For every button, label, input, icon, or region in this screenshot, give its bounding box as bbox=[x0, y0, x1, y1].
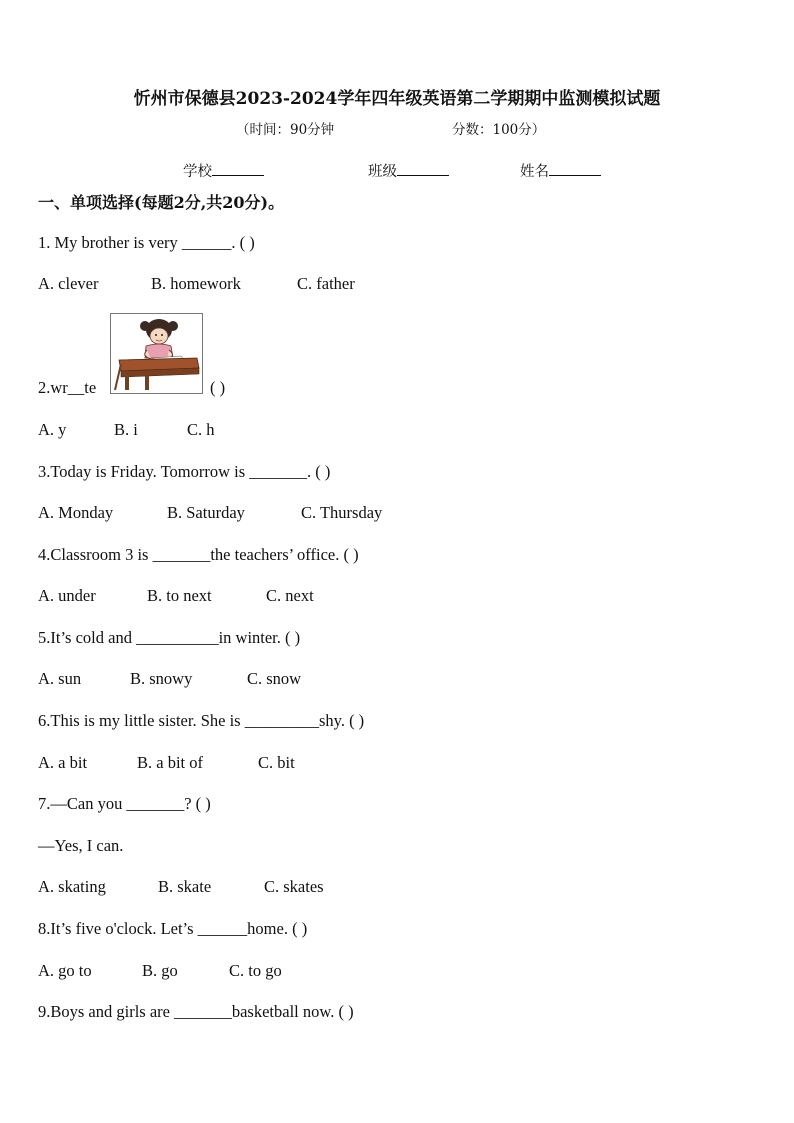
question-3: 3.Today is Friday. Tomorrow is _______. ( ) bbox=[38, 462, 331, 481]
q1-option-b: B. homework bbox=[151, 274, 241, 293]
q2-option-a: A. y bbox=[38, 420, 67, 439]
q5-option-c: C. snow bbox=[247, 669, 302, 688]
q1-option-a: A. clever bbox=[38, 274, 99, 293]
q3-option-b: B. Saturday bbox=[167, 503, 245, 522]
q7-option-c: C. skates bbox=[264, 877, 324, 896]
exam-title: 忻州市保德县2023-2024学年四年级英语第二学期期中监测模拟试题 bbox=[133, 89, 661, 109]
q8-option-b: B. go bbox=[142, 961, 178, 980]
q7-option-a: A. skating bbox=[38, 877, 106, 896]
question-1: 1. My brother is very ______. ( ) bbox=[38, 233, 255, 252]
name-label: 姓名 bbox=[520, 164, 549, 180]
q5-option-b: B. snowy bbox=[130, 669, 193, 688]
q1-option-c: C. father bbox=[297, 274, 355, 293]
q6-option-c: C. bit bbox=[258, 753, 295, 772]
q6-option-b: B. a bit of bbox=[137, 753, 203, 772]
exam-time: （时间：90分钟 bbox=[236, 122, 335, 138]
name-blank bbox=[549, 174, 601, 176]
class-field bbox=[368, 160, 449, 181]
q3-option-a: A. Monday bbox=[38, 503, 114, 522]
q2-option-c: C. h bbox=[187, 420, 215, 439]
girl-writing-illustration bbox=[111, 314, 202, 393]
q8-option-c: C. to go bbox=[229, 961, 282, 980]
question-4: 4.Classroom 3 is _______the teachers’ office. ( ) bbox=[38, 545, 359, 564]
class-label: 班级 bbox=[368, 164, 397, 180]
question-2: 2.wr__te bbox=[38, 378, 97, 397]
school-label: 学校 bbox=[183, 164, 212, 180]
school-blank bbox=[212, 174, 264, 176]
q4-option-b: B. to next bbox=[147, 586, 212, 605]
question-8: 8.It’s five o'clock. Let’s ______home. ( ) bbox=[38, 919, 308, 938]
q3-option-c: C. Thursday bbox=[301, 503, 383, 522]
question-6: 6.This is my little sister. She is _________shy. ( ) bbox=[38, 711, 365, 730]
class-blank bbox=[397, 174, 449, 176]
q2-option-b: B. i bbox=[114, 420, 138, 439]
q6-option-a: A. a bit bbox=[38, 753, 88, 772]
girl-writing-image bbox=[110, 313, 203, 394]
school-field bbox=[183, 160, 264, 181]
exam-score: 分数：100分） bbox=[452, 122, 546, 138]
q4-option-a: A. under bbox=[38, 586, 96, 605]
q5-option-a: A. sun bbox=[38, 669, 82, 688]
q2-answer-paren: ( ) bbox=[210, 378, 226, 397]
name-field bbox=[520, 160, 601, 181]
q7-option-b: B. skate bbox=[158, 877, 212, 896]
question-7-response: —Yes, I can. bbox=[38, 836, 124, 855]
question-9: 9.Boys and girls are _______basketball now. ( ) bbox=[38, 1002, 354, 1021]
question-5: 5.It’s cold and __________in winter. ( ) bbox=[38, 628, 301, 647]
section-heading: 一、单项选择(每题2分,共20分)。 bbox=[38, 193, 285, 212]
q8-option-a: A. go to bbox=[38, 961, 92, 980]
question-7: 7.—Can you _______? ( ) bbox=[38, 794, 211, 813]
q4-option-c: C. next bbox=[266, 586, 314, 605]
